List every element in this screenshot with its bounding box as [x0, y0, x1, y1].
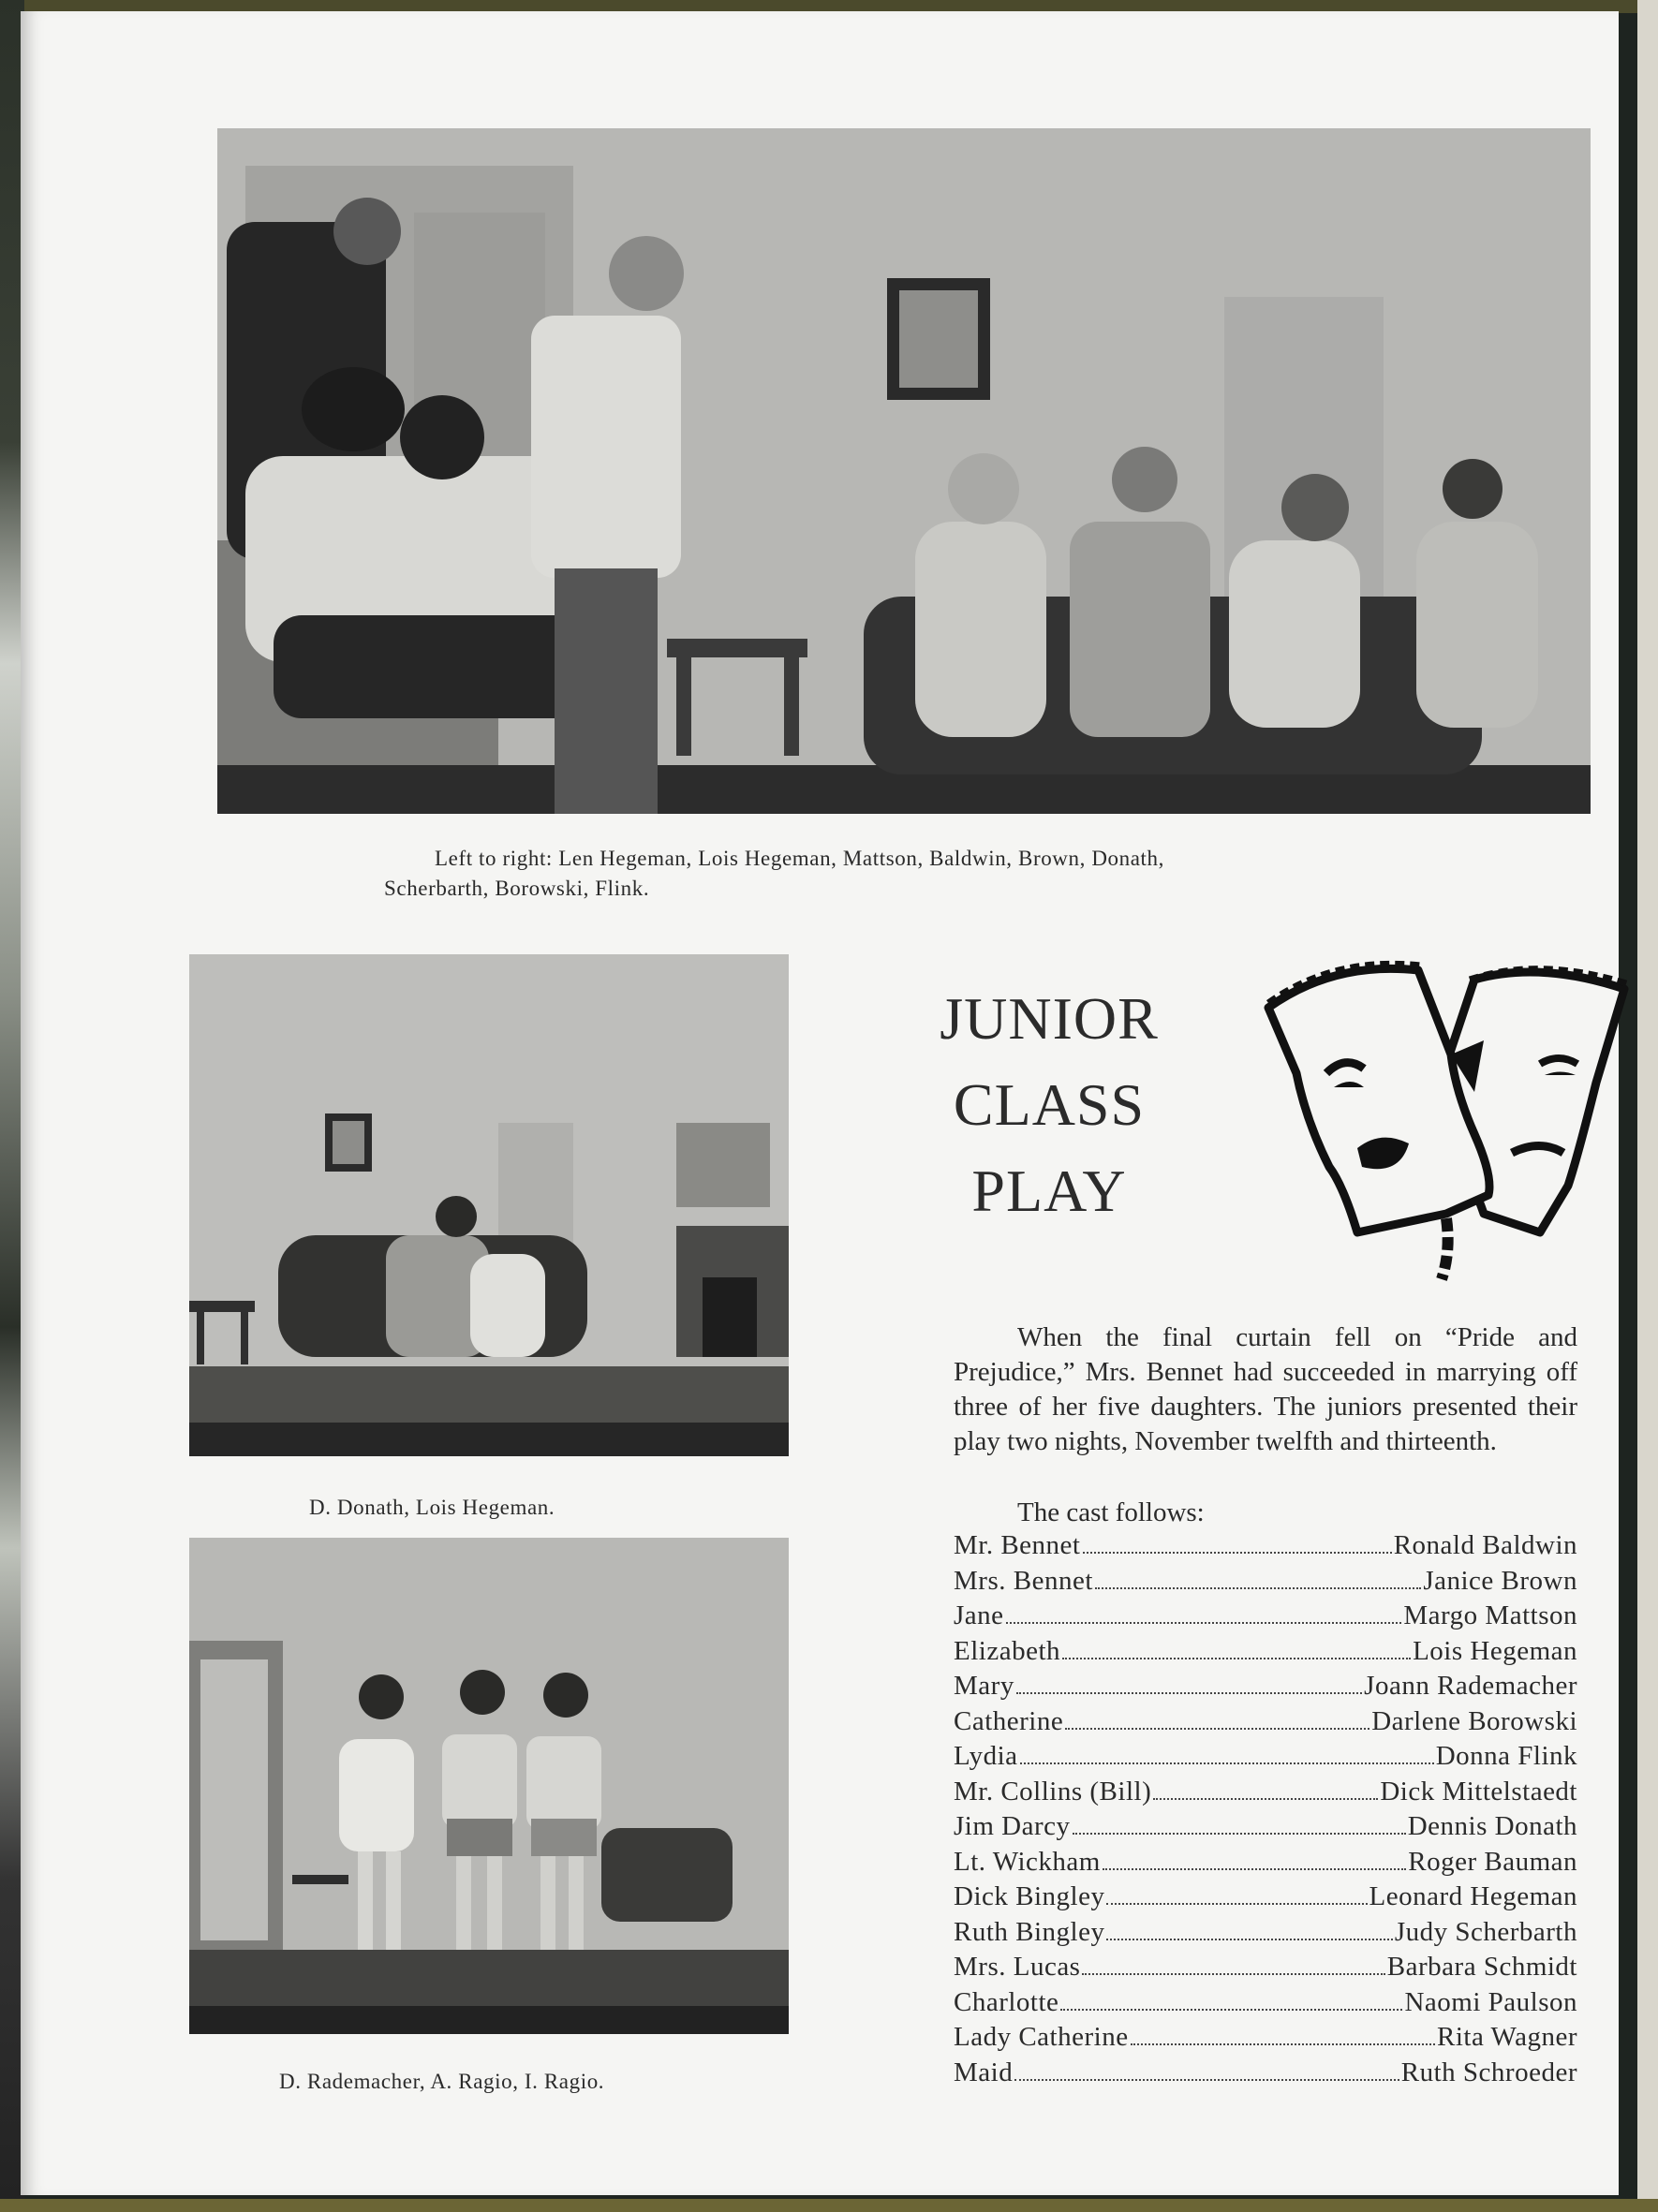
photo-top-caption — [435, 845, 1164, 873]
cast-actor: Margo Mattson — [1403, 1600, 1577, 1630]
leader-dots — [1014, 2079, 1399, 2081]
cast-role: Lt. Wickham — [954, 1846, 1101, 1877]
cast-heading: The cast follows: — [1017, 1497, 1205, 1527]
cast-row — [954, 1706, 1577, 1742]
leader-dots — [1073, 1833, 1406, 1835]
cast-row — [954, 1987, 1577, 2023]
leader-dots — [1103, 1868, 1406, 1870]
cast-row — [954, 1566, 1577, 1601]
title-line-class: CLASS — [953, 1071, 1146, 1138]
title-line-junior: JUNIOR — [940, 985, 1159, 1052]
cast-actor: Barbara Schmidt — [1386, 1952, 1577, 1982]
cast-role: Catherine — [954, 1705, 1064, 1736]
photo-top-caption-2 — [384, 875, 649, 903]
cast-actor: Rita Wagner — [1436, 2022, 1577, 2052]
cast-role: Dick Bingley — [954, 1881, 1105, 1911]
leader-dots — [1131, 2043, 1435, 2045]
cast-role: Mary — [954, 1671, 1014, 1701]
intro-text: When the final curtain fell on “Pride and Prejudice,” Mrs. Bennet had succeeded in marrying off three of her five daughters. The juniors presented their play two nights, November twelfth and thirteenth. — [954, 1322, 1577, 1456]
photo-sofa-scene — [189, 954, 789, 1456]
leader-dots — [1153, 1798, 1378, 1800]
cast-actor: Roger Bauman — [1408, 1846, 1577, 1877]
photo-top-caption-line2: Scherbarth, Borowski, Flink. — [384, 877, 650, 900]
yearbook-page — [21, 11, 1619, 2195]
cast-actor: Leonard Hegeman — [1369, 1881, 1577, 1911]
cast-row — [954, 1811, 1577, 1847]
cast-row — [954, 1671, 1577, 1706]
cast-role: Mr. Collins (Bill) — [954, 1776, 1152, 1806]
page-edge-bottom — [0, 2199, 1658, 2212]
cast-actor: Lois Hegeman — [1413, 1635, 1577, 1666]
cast-role: Ruth Bingley — [954, 1916, 1105, 1947]
cast-row — [954, 1636, 1577, 1672]
photo-top-caption-line1: Left to right: Len Hegeman, Lois Hegeman, Mattson, Baldwin, Brown, Donath, — [435, 847, 1164, 870]
cast-row — [954, 1600, 1577, 1636]
cast-actor: Donna Flink — [1435, 1741, 1577, 1771]
cast-row — [954, 1777, 1577, 1812]
cast-actor: Darlene Borowski — [1371, 1705, 1577, 1736]
cast-actor: Ruth Schroeder — [1400, 2057, 1577, 2087]
theater-masks-icon — [1259, 951, 1643, 1289]
cast-row — [954, 1917, 1577, 1953]
leader-dots — [1082, 1973, 1384, 1975]
cast-row — [954, 1530, 1577, 1566]
leader-dots — [1062, 1658, 1411, 1659]
cast-role: Mrs. Bennet — [954, 1565, 1093, 1596]
leader-dots — [1095, 1587, 1421, 1589]
cast-row — [954, 1952, 1577, 1987]
photo-bottom-caption — [279, 2068, 604, 2096]
cast-actor: Dennis Donath — [1407, 1811, 1577, 1841]
cast-actor: Ronald Baldwin — [1393, 1530, 1577, 1560]
cast-row — [954, 2022, 1577, 2057]
photo-stage-group — [217, 128, 1591, 814]
cast-role: Jim Darcy — [954, 1811, 1071, 1841]
photo-dancers — [189, 1538, 789, 2034]
cast-actor: Janice Brown — [1423, 1565, 1577, 1596]
cast-actor: Naomi Paulson — [1404, 1986, 1577, 2017]
leader-dots — [1016, 1692, 1362, 1694]
leader-dots — [1083, 1552, 1392, 1554]
photo-bottom-caption-text: D. Rademacher, A. Ragio, I. Ragio. — [279, 2070, 605, 2093]
leader-dots — [1060, 2009, 1402, 2011]
cast-role: Mr. Bennet — [954, 1530, 1081, 1560]
page-title — [899, 976, 1199, 1234]
photo-mid-caption — [309, 1494, 555, 1522]
cast-actor: Dick Mittelstaedt — [1380, 1776, 1577, 1806]
cast-role: Mrs. Lucas — [954, 1952, 1081, 1982]
title-line-play: PLAY — [971, 1158, 1127, 1224]
cast-role: Maid — [954, 2057, 1014, 2087]
cast-list — [954, 1530, 1577, 2092]
cast-row — [954, 2057, 1577, 2093]
leader-dots — [1106, 1939, 1392, 1940]
leader-dots — [1020, 1762, 1434, 1764]
photo-mid-caption-text: D. Donath, Lois Hegeman. — [309, 1496, 555, 1519]
cast-row — [954, 1881, 1577, 1917]
leader-dots — [1065, 1728, 1369, 1730]
cast-role: Jane — [954, 1600, 1004, 1630]
intro-paragraph — [954, 1320, 1577, 1459]
cast-row — [954, 1741, 1577, 1777]
cast-role: Lydia — [954, 1741, 1018, 1771]
leader-dots — [1106, 1903, 1367, 1905]
cast-actor: Joann Rademacher — [1364, 1671, 1577, 1701]
cast-actor: Judy Scherbarth — [1394, 1916, 1577, 1947]
cast-role: Elizabeth — [954, 1635, 1061, 1666]
cast-role: Charlotte — [954, 1986, 1059, 2017]
cast-row — [954, 1847, 1577, 1882]
cast-role: Lady Catherine — [954, 2022, 1129, 2052]
leader-dots — [1006, 1622, 1402, 1624]
